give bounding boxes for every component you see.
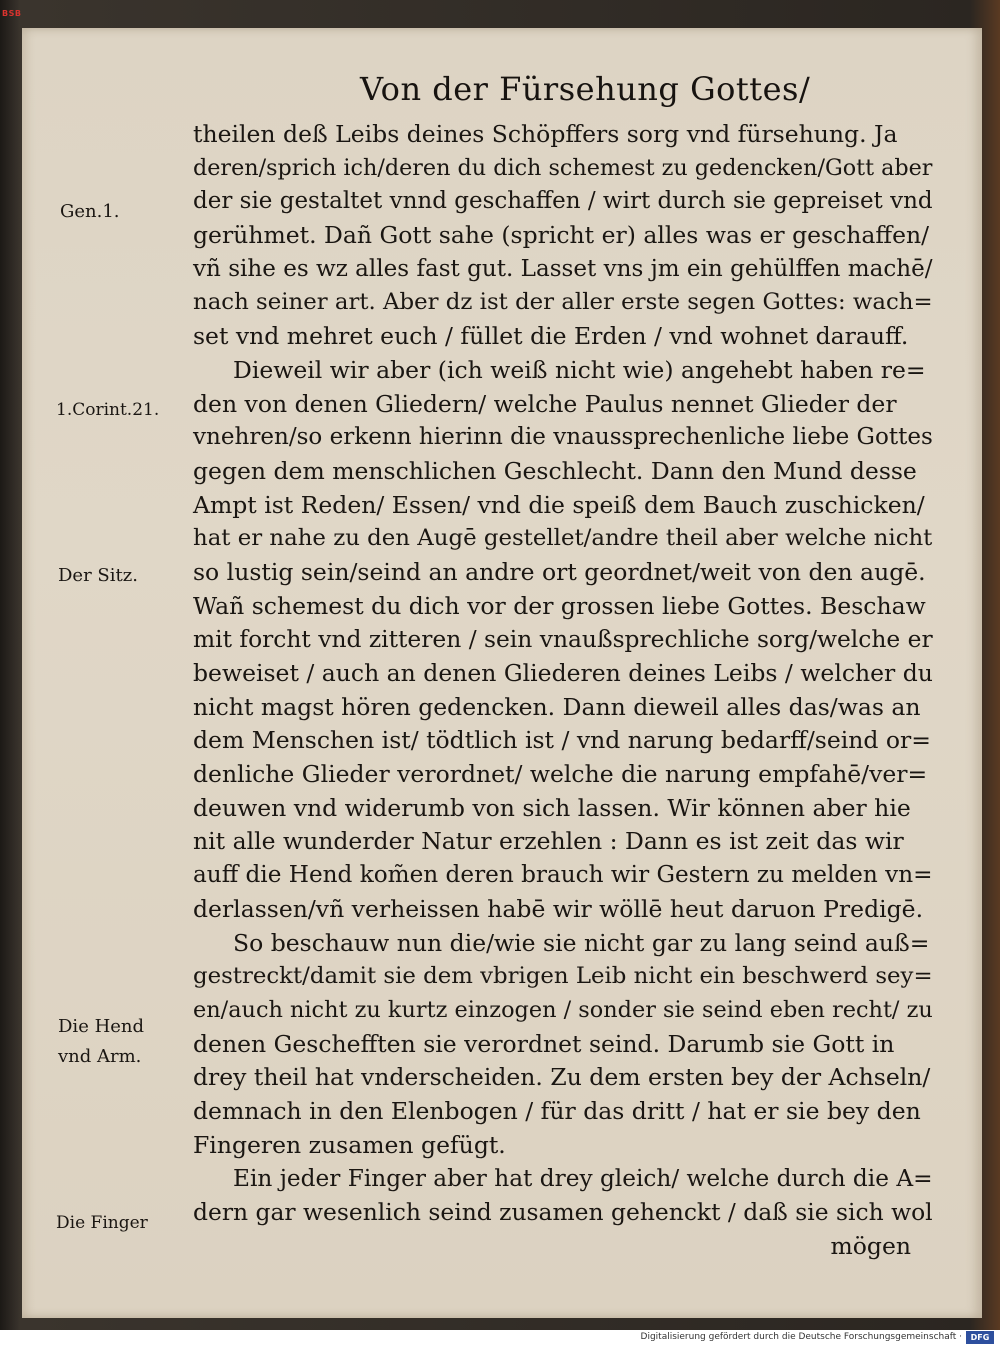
text-line: gerühmet. Dañ Gott sahe (spricht er) alles was er geschaffen/: [193, 221, 930, 250]
text-line: so lustig sein/seind an andre ort geordnet/weit von den augē.: [193, 557, 926, 586]
text-line: Fingeren zusamen gefügt.: [193, 1130, 506, 1159]
text-line: gestreckt/damit sie dem vbrigen Leib nicht ein beschwerd sey=: [193, 963, 933, 990]
margin-note: Die Hend: [58, 1016, 145, 1037]
text-line: nach seiner art. Aber dz ist der aller erste segen Gottes: wach=: [193, 289, 933, 316]
funding-notice: Digitalisierung gefördert durch die Deutsche Forschungsgemeinschaft ·: [640, 1332, 962, 1342]
text-line: der sie gestaltet vnnd geschaffen / wirt durch sie gepreiset vnd: [193, 188, 933, 215]
text-line: Ampt ist Reden/ Essen/ vnd die speiß dem Bauch zuschicken/: [193, 490, 925, 519]
bsb-logo: BSB: [2, 9, 22, 18]
text-line: Dieweil wir aber (ich weiß nicht wie) angehebt haben re=: [233, 355, 926, 384]
text-line: vñ sihe es wz alles fast gut. Lasset vns jm ein gehülffen machē/: [193, 255, 933, 282]
text-line: deren/sprich ich/deren du dich schemest zu gedencken/Gott aber: [193, 154, 933, 181]
margin-note: Der Sitz.: [58, 565, 138, 586]
text-line: nicht magst hören gedencken. Dann dieweil alles das/was an: [193, 692, 921, 721]
text-line: gegen dem menschlichen Geschlecht. Dann den Mund desse: [193, 456, 917, 485]
text-line: en/auch nicht zu kurtz einzogen / sonder sie seind eben recht/ zu: [193, 996, 933, 1023]
text-line: Ein jeder Finger aber hat drey gleich/ welche durch die A=: [233, 1165, 933, 1193]
margin-note: 1.Corint.21.: [56, 400, 160, 420]
text-line: demnach in den Elenbogen / für das dritt / hat er sie bey den: [193, 1096, 921, 1125]
text-line: theilen deß Leibs deines Schöpffers sorg vnd fürsehung. Ja: [193, 120, 898, 148]
catchword: mögen: [830, 1231, 911, 1260]
text-line: drey theil hat vnderscheiden. Zu dem ersten bey der Achseln/: [193, 1063, 931, 1092]
text-line: beweiset / auch an denen Gliederen deines Leibs / welcher du: [193, 659, 933, 687]
text-line: nit alle wunderder Natur erzehlen : Dann es ist zeit das wir: [193, 827, 904, 856]
text-line: So beschauw nun die/wie sie nicht gar zu lang seind auß=: [233, 928, 930, 957]
text-line: Wañ schemest du dich vor der grossen liebe Gottes. Beschaw: [193, 591, 926, 620]
footer-bar: [0, 1330, 1000, 1347]
text-line: mit forcht vnd zitteren / sein vnaußsprechliche sorg/welche er: [193, 625, 933, 654]
text-line: hat er nahe zu den Augē gestellet/andre theil aber welche nicht: [193, 525, 933, 552]
text-line: set vnd mehret euch / füllet die Erden / vnd wohnet darauff.: [193, 322, 909, 351]
text-line: dem Menschen ist/ tödtlich ist / vnd narung bedarff/seind or=: [193, 726, 931, 755]
body-text: [193, 118, 933, 1263]
text-line: den von denen Gliedern/ welche Paulus nennet Glieder der: [193, 389, 897, 418]
text-line: denliche Glieder verordnet/ welche die narung empfahē/ver=: [193, 760, 928, 789]
margin-note: Gen.1.: [60, 201, 120, 222]
margin-note: vnd Arm.: [58, 1046, 142, 1067]
text-line: deuwen vnd widerumb von sich lassen. Wir können aber hie: [193, 793, 911, 822]
text-line: derlassen/vñ verheissen habē wir wöllē heut daruon Predigē.: [193, 894, 924, 923]
dfg-logo: DFG: [966, 1331, 994, 1344]
text-line: auff die Hend kom̃en deren brauch wir Gestern zu melden vn=: [193, 862, 933, 889]
running-head: Von der Fürsehung Gottes/: [360, 70, 811, 108]
text-line: dern gar wesenlich seind zusamen gehenckt / daß sie sich wol: [193, 1198, 933, 1226]
text-line: denen Geschefften sie verordnet seind. Darumb sie Gott in: [193, 1029, 895, 1058]
text-line: vnehren/so erkenn hierinn die vnaussprechenliche liebe Gottes: [193, 424, 933, 451]
margin-note: Die Finger: [56, 1213, 148, 1233]
